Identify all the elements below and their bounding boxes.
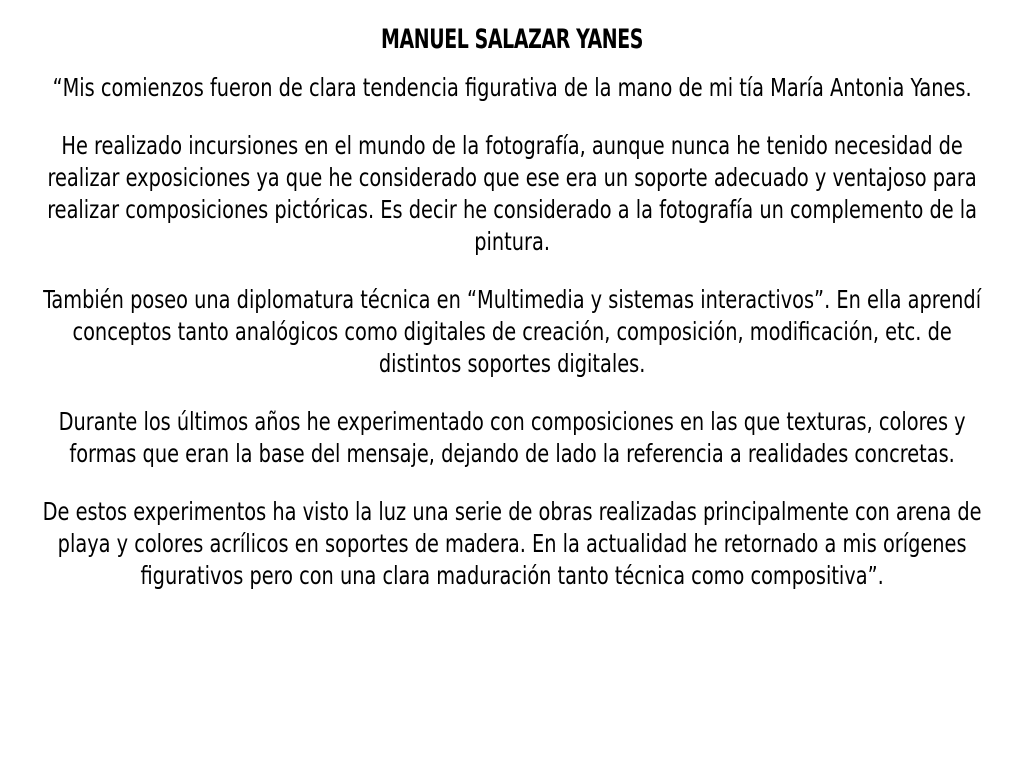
paragraph-beginnings: “Mis comienzos fueron de clara tendencia figurativa de la mano de mi tía María Antonia Yanes. [52, 73, 972, 102]
paragraph-experiments: Durante los últimos años he experimentado con composiciones en las que texturas, colores y formas que eran la base del mensaje, dejando de lado la referencia a realidades concretas. [58, 407, 966, 468]
slide-content [30, 16, 994, 592]
paragraph-current-work: De estos experimentos ha visto la luz una serie de obras realizadas principalmente con arena de playa y colores acrílicos en soportes de madera. En la actualidad he retornado a mis orígenes figurativos pero con una clara maduración tanto técnica como compositiva”. [42, 497, 982, 590]
paragraph-multimedia: También poseo una diplomatura técnica en “Multimedia y sistemas interactivos”. En ella aprendí conceptos tanto analógicos como digitales de creación, composición, modificación, etc. de distintos soportes digitales. [43, 285, 981, 378]
paragraph-photography: He realizado incursiones en el mundo de la fotografía, aunque nunca he tenido necesidad de realizar exposiciones ya que he considerado que ese era un soporte adecuado y ventajoso para realizar composiciones pictóricas. Es decir he considerado a la fotografía un complemento de la pintura. [47, 131, 977, 256]
page-title: MANUEL SALAZAR YANES [380, 24, 644, 55]
